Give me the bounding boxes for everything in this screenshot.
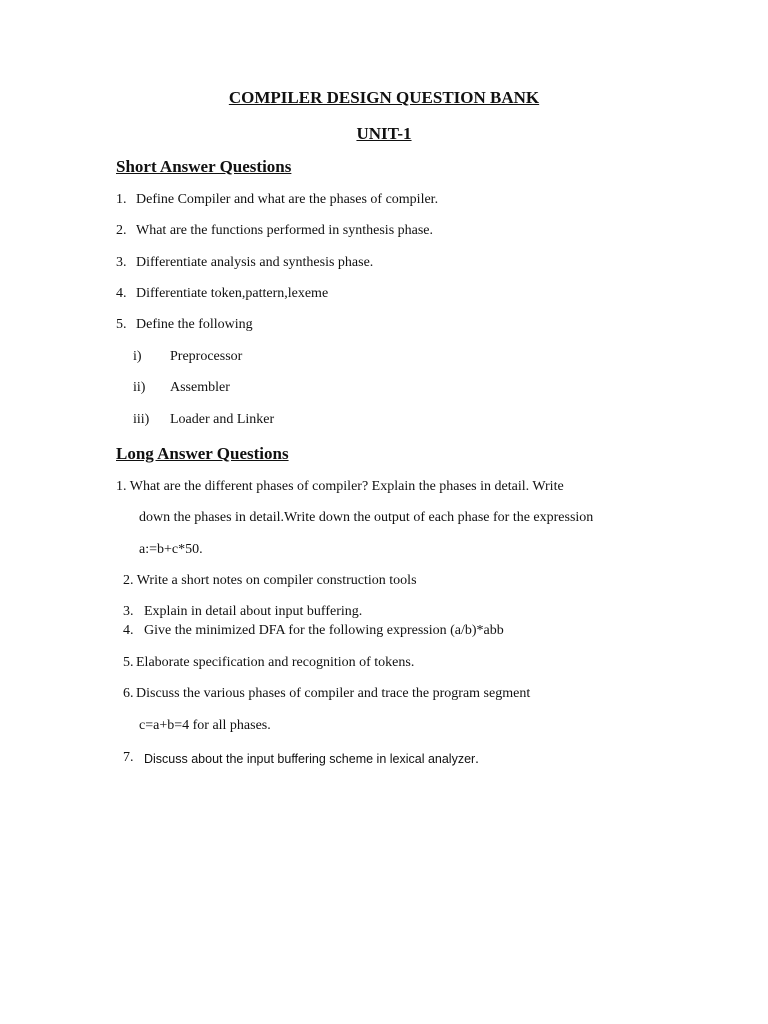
question-text: Elaborate specification and recognition of tokens. (136, 655, 415, 670)
question-text-wrapper (144, 750, 479, 769)
subitem-number: i) (133, 349, 142, 364)
question-number: 2. (116, 223, 127, 238)
question-number: 3. (123, 604, 134, 619)
unit-heading: UNIT-1 (356, 124, 412, 143)
question-number: 1. (116, 192, 127, 207)
short-answer-heading: Short Answer Questions (116, 157, 292, 176)
question-number: 5. (123, 655, 134, 670)
subitem-text: Loader and Linker (170, 412, 275, 427)
question-text: Give the minimized DFA for the following expression (a/b)*abb (144, 623, 504, 638)
question-text: Define the following (136, 317, 253, 332)
question-end-period: . (475, 752, 479, 767)
question-text: Explain in detail about input buffering. (144, 604, 363, 619)
question-number: 3. (116, 255, 127, 270)
question-number: 6. (123, 686, 134, 701)
question-text: Differentiate analysis and synthesis phase. (136, 255, 374, 270)
question-text: Define Compiler and what are the phases of compiler. (136, 192, 439, 207)
question-text: What are the functions performed in synthesis phase. (136, 223, 434, 238)
long-question-6-line-2: c=a+b=4 for all phases. (139, 718, 271, 733)
question-number: 5. (116, 317, 127, 332)
long-answer-heading: Long Answer Questions (116, 444, 289, 463)
subitem-number: iii) (133, 412, 150, 427)
question-number: 7. (123, 750, 134, 765)
document-title: COMPILER DESIGN QUESTION BANK (228, 88, 540, 107)
question-text: Differentiate token,pattern,lexeme (136, 286, 329, 301)
subitem-text: Preprocessor (170, 349, 243, 364)
question-text: Discuss about the input buffering scheme in lexical analyzer (144, 752, 476, 766)
long-question-2: 2. Write a short notes on compiler construction tools (123, 573, 417, 588)
question-number: 4. (116, 286, 127, 301)
long-question-1-line-2: down the phases in detail.Write down the output of each phase for the expression (139, 510, 594, 525)
long-question-1-line-3: a:=b+c*50. (139, 542, 203, 557)
long-question-1-line-1: 1. What are the different phases of compiler? Explain the phases in detail. Write (116, 479, 564, 494)
subitem-number: ii) (133, 380, 146, 395)
question-text: Discuss the various phases of compiler and trace the program segment (136, 686, 531, 701)
question-number: 4. (123, 623, 134, 638)
subitem-text: Assembler (170, 380, 230, 395)
